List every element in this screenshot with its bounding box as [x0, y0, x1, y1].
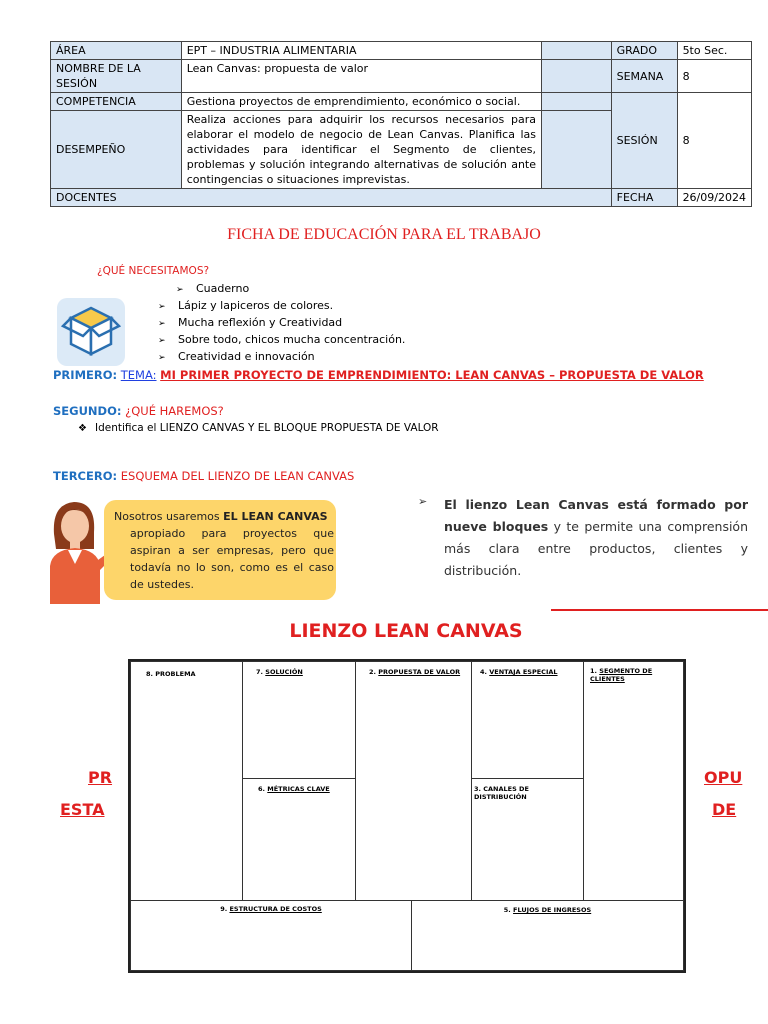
sesion-value: 8 — [677, 93, 751, 189]
empty-cell — [542, 93, 612, 111]
list-item: ➢ Lápiz y lapiceros de colores. — [158, 299, 334, 312]
side-text-right-1: OPU — [704, 768, 743, 787]
empty-cell — [542, 60, 612, 93]
grado-value: 5to Sec. — [677, 42, 751, 60]
list-item: ➢ Mucha reflexión y Creatividad — [158, 316, 343, 329]
session-name-label: NOMBRE DE LA SESIÓN — [51, 60, 182, 93]
list-item: ➢ Cuaderno — [176, 282, 250, 295]
arrow-bullet-icon: ➢ — [158, 302, 166, 312]
needs-heading: ¿QUÉ NECESITAMOS? — [97, 265, 210, 277]
side-text-right-2: DE — [712, 800, 737, 819]
empty-cell — [542, 42, 612, 60]
area-label: ÁREA — [51, 42, 182, 60]
block-segmento: 1. SEGMENTO DE CLIENTES — [583, 661, 684, 901]
arrow-bullet-icon: ➢ — [158, 336, 166, 346]
fecha-label: FECHA — [611, 189, 677, 207]
page-title: FICHA DE EDUCACIÓN PARA EL TRABAJO — [227, 226, 541, 243]
arrow-bullet-icon: ➢ — [158, 319, 166, 329]
tema-link[interactable]: TEMA: — [120, 368, 157, 382]
block-ingresos: 5. FLUJOS DE INGRESOS — [411, 900, 684, 971]
block-solucion: 7. SOLUCIÓN — [242, 661, 356, 779]
docentes-label: DOCENTES — [51, 189, 612, 207]
desempeno-label: DESEMPEÑO — [51, 111, 182, 189]
speech-bubble-text: Nosotros usaremos EL LEAN CANVAS apropiado para proyectos que aspiran a ser empresas, pero que todavía no lo son, como es el caso de ustedes. — [114, 510, 334, 591]
grado-label: GRADO — [611, 42, 677, 60]
arrow-bullet-icon: ➢ — [158, 353, 166, 363]
block-problema: 8. PROBLEMA — [130, 661, 243, 901]
canvas-title: LIENZO LEAN CANVAS — [289, 620, 523, 642]
list-item: ➢ Sobre todo, chicos mucha concentración. — [158, 333, 406, 346]
side-text-left-1: PR — [88, 768, 113, 787]
block-metricas: 6. MÉTRICAS CLAVE — [242, 778, 356, 901]
box-icon — [57, 298, 125, 366]
divider — [551, 609, 768, 611]
arrow-bullet-icon: ➢ — [176, 285, 184, 295]
session-name-value: Lean Canvas: propuesta de valor — [181, 60, 541, 93]
competencia-label: COMPETENCIA — [51, 93, 182, 111]
side-text-left-2: ESTA — [60, 800, 105, 819]
segundo-item: ❖ Identifica el LIENZO CANVAS Y EL BLOQUE PROPUESTA DE VALOR — [78, 422, 439, 434]
competencia-value: Gestiona proyectos de emprendimiento, económico o social. — [181, 93, 541, 111]
arrow-bullet-icon: ➢ — [418, 496, 428, 508]
desempeno-value: Realiza acciones para adquirir los recursos necesarios para elaborar el modelo de negocio de Lean Canvas. Planifica las actividades para identificar el Segmento de clientes, problemas y solución integrando alternativas de solución ante contingencias o situaciones imprevistas. — [181, 111, 541, 189]
fecha-value: 26/09/2024 — [677, 189, 751, 207]
lean-canvas-grid — [128, 659, 686, 973]
diamond-bullet-icon: ❖ — [78, 423, 87, 434]
block-canales: 3. CANALES DE DISTRIBUCIÓN — [471, 778, 584, 901]
semana-value: 8 — [677, 60, 751, 93]
sesion-label: SESIÓN — [611, 93, 677, 189]
primero-line: PRIMERO: TEMA: MI PRIMER PROYECTO DE EMPRENDIMIENTO: LEAN CANVAS – PROPUESTA DE VALOR — [53, 368, 704, 382]
block-costos: 9. ESTRUCTURA DE COSTOS — [130, 900, 412, 971]
lean-canvas-description: El lienzo Lean Canvas está formado por nueve bloques y te permite una comprensión más clara entre productos, clientes y distribución. — [444, 497, 748, 578]
empty-cell — [542, 111, 612, 189]
area-value: EPT – INDUSTRIA ALIMENTARIA — [181, 42, 541, 60]
session-info-table — [50, 41, 752, 207]
segundo-line: SEGUNDO: ¿QUÉ HAREMOS? — [53, 404, 224, 418]
semana-label: SEMANA — [611, 60, 677, 93]
list-item: ➢ Creatividad e innovación — [158, 350, 315, 363]
tercero-line: TERCERO: ESQUEMA DEL LIENZO DE LEAN CANVAS — [53, 469, 355, 483]
block-ventaja: 4. VENTAJA ESPECIAL — [471, 661, 584, 779]
block-propuesta-valor: 2. PROPUESTA DE VALOR — [355, 661, 472, 901]
